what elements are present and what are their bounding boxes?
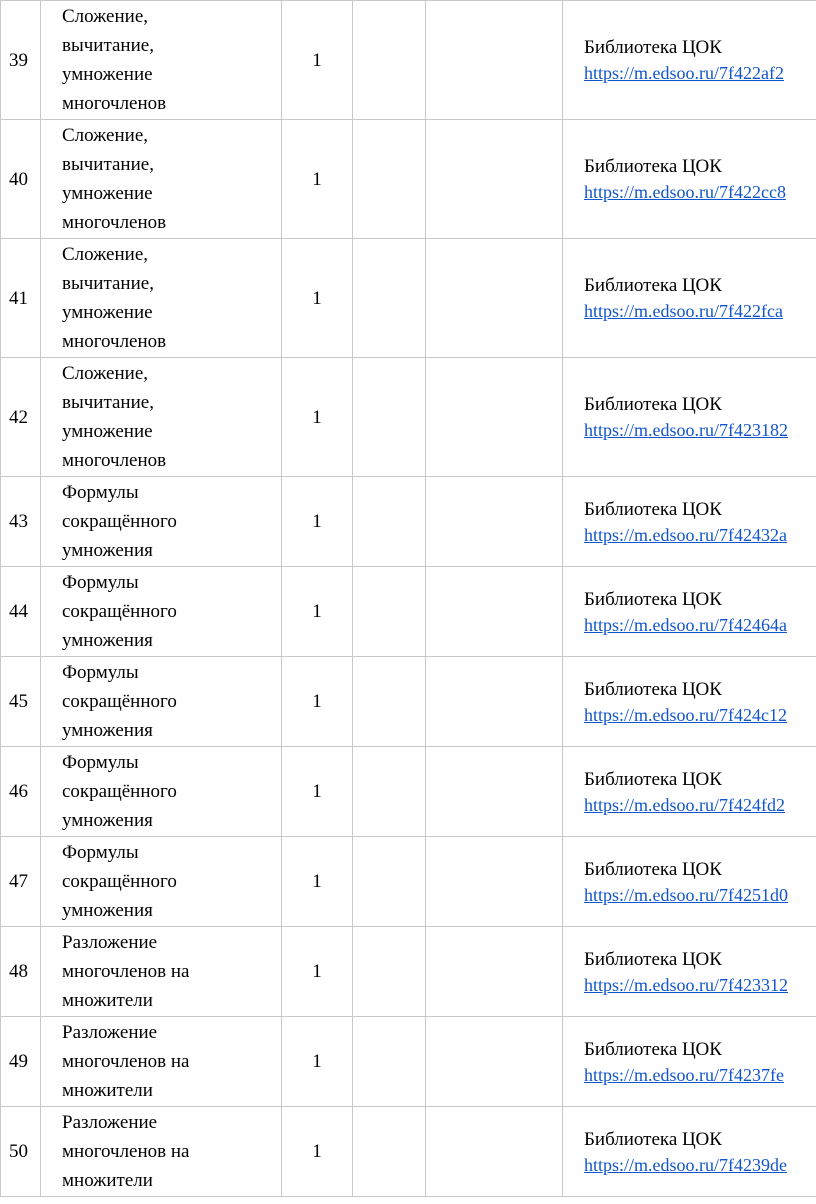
empty-cell [353,567,426,657]
empty-cell [353,477,426,567]
resource-label: Библиотека ЦОК [584,37,722,58]
lesson-hours-cell: 1 [282,657,353,747]
lesson-topic-line: Разложение [62,1112,158,1133]
lesson-topic-cell [41,567,282,657]
lesson-number-cell: 43 [1,477,41,567]
lesson-topic-cell [41,747,282,837]
lesson-number-cell: 44 [1,567,41,657]
lesson-topic-cell [41,657,282,747]
resource-link[interactable]: https://m.edsoo.ru/7f4237fe [584,1064,784,1085]
empty-cell [426,837,563,927]
resource-link[interactable]: https://m.edsoo.ru/7f42432a [584,524,787,545]
empty-cell [353,1017,426,1107]
empty-cell [353,1107,426,1197]
digital-resource-cell [563,1,816,120]
digital-resource-cell [563,1017,816,1107]
table-row [1,1107,816,1197]
digital-resource-cell [563,747,816,837]
table-row [1,358,816,477]
table-row [1,567,816,657]
resource-link[interactable]: https://m.edsoo.ru/7f4251d0 [584,884,788,905]
lesson-topic-cell [41,1107,282,1197]
lesson-topic-line: Формулы [62,662,139,683]
table-row [1,239,816,358]
lesson-topic-line: умножение [62,64,153,85]
lesson-topic-line: многочленов [62,93,167,114]
empty-cell [353,657,426,747]
lesson-hours-cell: 1 [282,747,353,837]
empty-cell [353,120,426,239]
lesson-number-cell: 47 [1,837,41,927]
resource-label: Библиотека ЦОК [584,156,722,177]
table-row [1,657,816,747]
lesson-topic-line: умножения [62,720,153,741]
lesson-topic-line: Формулы [62,482,139,503]
resource-label: Библиотека ЦОК [584,394,722,415]
lesson-topic-line: Разложение [62,1022,158,1043]
lesson-topic-cell [41,1,282,120]
table-row [1,120,816,239]
lesson-hours-cell: 1 [282,567,353,657]
empty-cell [353,927,426,1017]
lesson-number-cell: 42 [1,358,41,477]
resource-label: Библиотека ЦОК [584,768,722,790]
lesson-topic-line: вычитание, [62,273,154,294]
resource-label: Библиотека ЦОК [584,948,722,970]
lesson-topic-line: умножение [62,183,153,204]
lesson-topic-line: вычитание, [62,35,154,56]
lesson-topic-line: вычитание, [62,392,154,413]
empty-cell [426,1107,563,1197]
lesson-number-cell: 46 [1,747,41,837]
lesson-topic-line: умножения [62,630,153,651]
lesson-topic-cell [41,927,282,1017]
digital-resource-cell [563,927,816,1017]
lesson-topic-cell [41,239,282,358]
table-row [1,1017,816,1107]
empty-cell [426,1,563,120]
empty-cell [353,358,426,477]
lesson-topic-line: Формулы [62,572,139,593]
digital-resource-cell [563,837,816,927]
lesson-topic-line: умножение [62,421,153,442]
empty-cell [426,747,563,837]
resource-link[interactable]: https://m.edsoo.ru/7f422af2 [584,63,784,83]
lesson-topic-line: множители [62,1170,153,1191]
lesson-topic-line: Сложение, [62,363,149,384]
empty-cell [426,239,563,358]
resource-link[interactable]: https://m.edsoo.ru/7f424c12 [584,704,787,725]
lesson-number-cell: 45 [1,657,41,747]
lesson-topic-cell [41,358,282,477]
lesson-topic-cell [41,477,282,567]
lesson-topic-line: умножения [62,540,153,561]
empty-cell [426,120,563,239]
empty-cell [426,567,563,657]
lesson-topic-line: Разложение [62,932,158,953]
lesson-topic-line: сокращённого [62,601,177,622]
digital-resource-cell [563,567,816,657]
lesson-hours-cell: 1 [282,1107,353,1197]
lesson-topic-line: вычитание, [62,154,154,175]
empty-cell [426,657,563,747]
lesson-topic-line: многочленов [62,450,167,471]
lesson-topic-line: умножение [62,302,153,323]
resource-label: Библиотека ЦОК [584,858,722,880]
lesson-topic-line: многочленов на [62,961,190,982]
lesson-topic-line: умножения [62,810,153,831]
digital-resource-cell [563,239,816,358]
lesson-hours-cell: 1 [282,239,353,358]
lesson-topic-cell [41,120,282,239]
table-row [1,837,816,927]
empty-cell [353,1,426,120]
table-row [1,477,816,567]
lesson-topic-line: Сложение, [62,244,149,265]
empty-cell [426,927,563,1017]
lesson-hours-cell: 1 [282,477,353,567]
lesson-hours-cell: 1 [282,1,353,120]
digital-resource-cell [563,358,816,477]
resource-link[interactable]: https://m.edsoo.ru/7f422cc8 [584,182,786,202]
table-row [1,927,816,1017]
empty-cell [426,358,563,477]
resource-label: Библиотека ЦОК [584,1128,722,1150]
lesson-topic-line: сокращённого [62,511,177,532]
resource-label: Библиотека ЦОК [584,1038,722,1060]
resource-link[interactable]: https://m.edsoo.ru/7f422fca [584,301,783,321]
resource-label: Библиотека ЦОК [584,588,722,610]
lesson-topic-line: Формулы [62,752,139,773]
lesson-topic-line: Формулы [62,842,139,863]
lesson-topic-line: умножения [62,900,153,921]
lesson-hours-cell: 1 [282,1017,353,1107]
lesson-hours-cell: 1 [282,358,353,477]
resource-link[interactable]: https://m.edsoo.ru/7f423182 [584,420,788,440]
lesson-hours-cell: 1 [282,837,353,927]
resource-link[interactable]: https://m.edsoo.ru/7f424fd2 [584,794,785,815]
resource-link[interactable]: https://m.edsoo.ru/7f423312 [584,974,788,995]
lesson-topic-line: сокращённого [62,781,177,802]
lesson-hours-cell: 1 [282,927,353,1017]
digital-resource-cell [563,120,816,239]
digital-resource-cell [563,1107,816,1197]
lesson-topic-line: множители [62,990,153,1011]
lesson-topic-line: Сложение, [62,6,149,27]
lesson-plan-table-body [1,1,816,1197]
digital-resource-cell [563,657,816,747]
lesson-topic-line: многочленов [62,331,167,352]
lesson-topic-line: множители [62,1080,153,1101]
empty-cell [426,1017,563,1107]
table-row [1,747,816,837]
table-row [1,1,816,120]
resource-label: Библиотека ЦОК [584,275,722,296]
lesson-number-cell: 41 [1,239,41,358]
empty-cell [353,837,426,927]
lesson-number-cell: 50 [1,1107,41,1197]
lesson-topic-line: многочленов на [62,1051,190,1072]
resource-label: Библиотека ЦОК [584,498,722,520]
lesson-number-cell: 40 [1,120,41,239]
resource-link[interactable]: https://m.edsoo.ru/7f42464a [584,614,787,635]
lesson-number-cell: 39 [1,1,41,120]
lesson-topic-line: сокращённого [62,871,177,892]
lesson-topic-line: многочленов [62,212,167,233]
empty-cell [353,239,426,358]
lesson-topic-line: многочленов на [62,1141,190,1162]
lesson-topic-line: сокращённого [62,691,177,712]
lesson-number-cell: 48 [1,927,41,1017]
lesson-topic-line: Сложение, [62,125,149,146]
resource-link[interactable]: https://m.edsoo.ru/7f4239de [584,1154,787,1175]
lesson-topic-cell [41,1017,282,1107]
resource-label: Библиотека ЦОК [584,678,722,700]
empty-cell [353,747,426,837]
digital-resource-cell [563,477,816,567]
lesson-topic-cell [41,837,282,927]
empty-cell [426,477,563,567]
lesson-number-cell: 49 [1,1017,41,1107]
lesson-hours-cell: 1 [282,120,353,239]
